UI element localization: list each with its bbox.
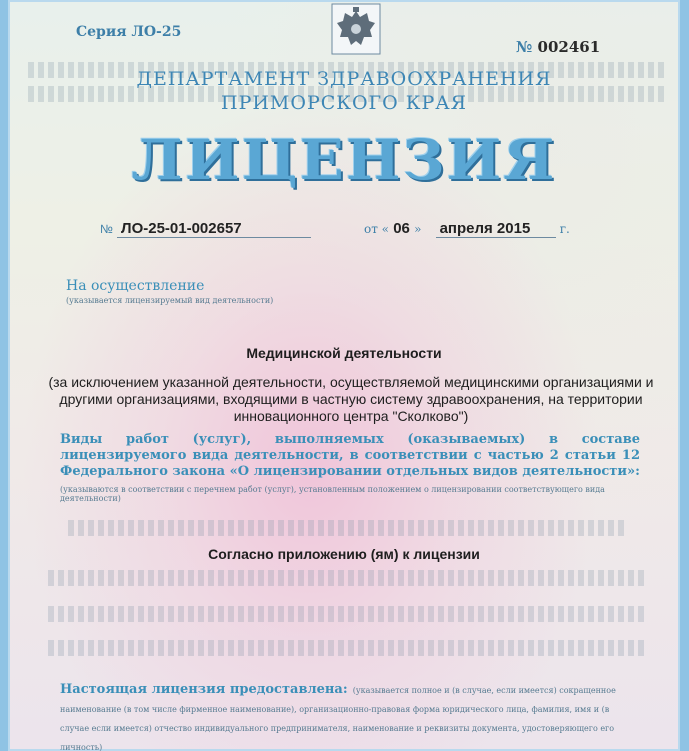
- works-note: (указываются в соответствии с перечнем работ (услуг), установленным положением о лицензировании соответствующего вида деятельности): [60, 485, 605, 503]
- granted-note: (указывается полное и (в случае, если имеется) сокращенное наименование (в том числе фирменное наименование), организационно-правовая форма юридического лица, фамилия, имя и (в случае если имеется) отчество индивидуального предпринимателя, наименование и реквизиты документа, удостоверяющего его личность): [60, 686, 616, 751]
- license-month-year: апреля 2015: [436, 220, 556, 238]
- granted-block: [60, 680, 640, 751]
- activity-exception: (за исключением указанной деятельности, осуществляемой медицинскими организациями и другими организациями, входящими в частную систему здравоохранения, на территории инновационного центра "Сколково"): [48, 374, 654, 424]
- background-faint-text: [48, 640, 648, 656]
- date-day-close: »: [414, 222, 422, 236]
- coat-of-arms-emblem-icon: [331, 3, 381, 55]
- license-day: 06: [393, 220, 410, 237]
- department-line-2: ПРИМОРСКОГО КРАЯ: [221, 92, 467, 114]
- license-date-line: [364, 220, 570, 238]
- document-title: ЛИЦЕНЗИЯ: [131, 127, 557, 193]
- works-value: Согласно приложению (ям) к лицензии: [208, 546, 480, 562]
- license-number-label: №: [100, 222, 113, 236]
- form-number-label: №: [516, 38, 533, 56]
- background-faint-text: [68, 520, 628, 536]
- license-number-value: ЛО-25-01-002657: [117, 220, 311, 238]
- activity-label: На осуществление: [66, 278, 205, 294]
- background-faint-text: [48, 606, 648, 622]
- year-suffix: г.: [559, 222, 570, 236]
- background-faint-text: [48, 570, 648, 586]
- date-from-label: от «: [364, 222, 390, 236]
- series-label: Серия: [76, 24, 127, 40]
- license-number-line: [100, 220, 311, 238]
- series-line: [76, 24, 181, 40]
- license-document: [8, 0, 680, 751]
- granted-label: Настоящая лицензия предоставлена:: [60, 682, 348, 697]
- activity-note: (указывается лицензируемый вид деятельности): [66, 296, 274, 305]
- form-number: [516, 38, 600, 56]
- works-text: Виды работ (услуг), выполняемых (оказываемых) в составе лицензируемого вида деятельности, в соответствии с частью 2 статьи 12 Федерального закона «О лицензировании отдельных видов деятельности»:: [60, 432, 640, 479]
- series-value: ЛО-25: [131, 24, 182, 40]
- activity-name: Медицинской деятельности: [246, 345, 442, 361]
- department-line-1: ДЕПАРТАМЕНТ ЗДРАВООХРАНЕНИЯ: [136, 68, 552, 90]
- form-number-value: 002461: [537, 38, 601, 56]
